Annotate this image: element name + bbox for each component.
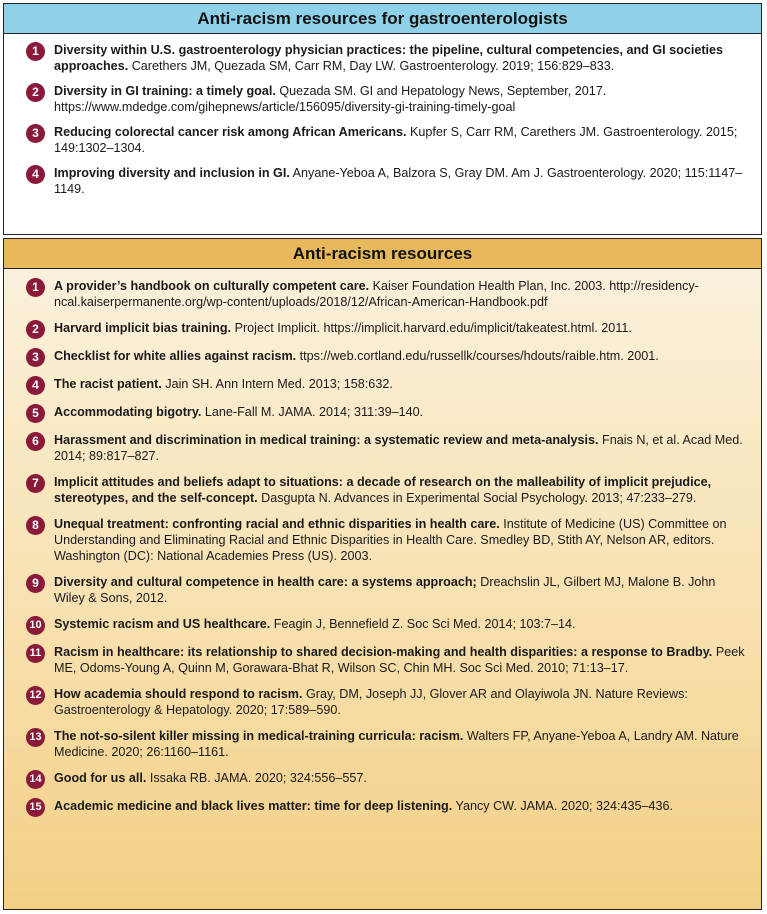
reference-title: Improving diversity and inclusion in GI. — [54, 166, 290, 180]
reference-item — [4, 474, 761, 506]
reference-item — [4, 686, 761, 718]
item-number-badge: 1 — [26, 278, 45, 297]
reference-item — [4, 42, 761, 74]
reference-citation: Yancy CW. JAMA. 2020; 324:435–436. — [455, 799, 674, 813]
reference-item — [4, 83, 761, 115]
reference-citation: Jain SH. Ann Intern Med. 2013; 158:632. — [165, 377, 393, 391]
anti-racism-resources-panel — [3, 238, 762, 910]
reference-item — [4, 574, 761, 606]
item-number-badge: 12 — [26, 686, 45, 705]
reference-title: Academic medicine and black lives matter: time for deep listening. — [54, 799, 453, 813]
reference-title: Harassment and discrimination in medical training: a systematic review and meta-analysis. — [54, 433, 599, 447]
reference-item — [4, 516, 761, 564]
reference-citation: ttps://web.cortland.edu/russellk/courses/hdouts/raible.htm. 2001. — [299, 349, 659, 363]
reference-title: Diversity within U.S. gastroenterology physician practices: the pipeline, cultural competencies, and GI societies approaches. — [54, 43, 724, 73]
reference-citation: Dreachslin JL, Gilbert MJ, Malone B. John Wiley & Sons, 2012. — [54, 575, 716, 605]
reference-citation: Kaiser Foundation Health Plan, Inc. 2003. http://residency-ncal.kaiserpermanente.org/wp-content/uploads/2018/12/African-American-Handbook.pdf — [54, 279, 699, 309]
item-number-badge: 9 — [26, 574, 45, 593]
item-number-badge: 3 — [26, 124, 45, 143]
gastro-resources-list — [4, 34, 761, 197]
reference-item — [4, 404, 761, 420]
reference-citation: Peek ME, Odoms-Young A, Quinn M, Gorawara-Bhat R, Wilson SC, Chin MH. Soc Sci Med. 2010; 71:13–17. — [54, 645, 745, 675]
reference-item — [4, 320, 761, 336]
reference-citation: Carethers JM, Quezada SM, Carr RM, Day LW. Gastroenterology. 2019; 156:829–833. — [131, 59, 615, 73]
anti-racism-resources-title: Anti-racism resources — [4, 239, 761, 269]
reference-citation: Issaka RB. JAMA. 2020; 324:556–557. — [149, 771, 367, 785]
reference-title: How academia should respond to racism. — [54, 687, 303, 701]
item-number-badge: 7 — [26, 474, 45, 493]
reference-title: Checklist for white allies against racism. — [54, 349, 297, 363]
reference-title: Diversity in GI training: a timely goal. — [54, 84, 276, 98]
reference-item — [4, 278, 761, 310]
item-number-badge: 2 — [26, 320, 45, 339]
reference-item — [4, 616, 761, 632]
item-number-badge: 15 — [26, 798, 45, 817]
reference-item — [4, 770, 761, 786]
reference-item — [4, 798, 761, 814]
item-number-badge: 4 — [26, 165, 45, 184]
reference-title: Unequal treatment: confronting racial and ethnic disparities in health care. — [54, 517, 500, 531]
reference-item — [4, 728, 761, 760]
gastro-resources-title: Anti-racism resources for gastroenterologists — [4, 4, 761, 34]
reference-title: The not-so-silent killer missing in medical-training curricula: racism. — [54, 729, 464, 743]
reference-item — [4, 165, 761, 197]
item-number-badge: 5 — [26, 404, 45, 423]
item-number-badge: 14 — [26, 770, 45, 789]
reference-title: The racist patient. — [54, 377, 162, 391]
reference-title: Systemic racism and US healthcare. — [54, 617, 271, 631]
reference-citation: Kupfer S, Carr RM, Carethers JM. Gastroenterology. 2015; 149:1302–1304. — [54, 125, 738, 155]
reference-item — [4, 124, 761, 156]
reference-item — [4, 376, 761, 392]
item-number-badge: 6 — [26, 432, 45, 451]
reference-citation: Walters FP, Anyane-Yeboa A, Landry AM. Nature Medicine. 2020; 26:1160–1161. — [54, 729, 739, 759]
reference-citation: Gray, DM, Joseph JJ, Glover AR and Olayiwola JN. Nature Reviews: Gastroenterology & Hepatology. 2020; 17:589–590. — [54, 687, 688, 717]
reference-title: Diversity and cultural competence in health care: a systems approach; — [54, 575, 477, 589]
item-number-badge: 1 — [26, 42, 45, 61]
reference-citation: Anyane-Yeboa A, Balzora S, Gray DM. Am J. Gastroenterology. 2020; 115:1147–1149. — [54, 166, 743, 196]
item-number-badge: 13 — [26, 728, 45, 747]
reference-title: Racism in healthcare: its relationship to shared decision-making and health disparities: a response to Bradby. — [54, 645, 713, 659]
reference-title: Harvard implicit bias training. — [54, 321, 232, 335]
reference-citation: Fnais N, et al. Acad Med. 2014; 89:817–827. — [54, 433, 743, 463]
reference-title: Accommodating bigotry. — [54, 405, 202, 419]
reference-citation: Lane-Fall M. JAMA. 2014; 311:39–140. — [204, 405, 424, 419]
reference-citation: Institute of Medicine (US) Committee on Understanding and Eliminating Racial and Ethnic Disparities in Health Care. Smedley BD, Stith AY, Nelson AR, editors. Washington (DC): National Academies Press (US). 2003. — [54, 517, 727, 563]
reference-citation: Quezada SM. GI and Hepatology News, September, 2017. https://www.mdedge.com/gihepnews/article/156095/diversity-gi-training-timely-goal — [54, 84, 607, 114]
gastro-resources-panel — [3, 3, 762, 235]
reference-title: A provider’s handbook on culturally competent care. — [54, 279, 370, 293]
reference-title: Implicit attitudes and beliefs adapt to situations: a decade of research on the malleability of implicit prejudice, stereotypes, and the self-concept. — [54, 475, 712, 505]
item-number-badge: 10 — [26, 616, 45, 635]
item-number-badge: 8 — [26, 516, 45, 535]
reference-citation: Dasgupta N. Advances in Experimental Social Psychology. 2013; 47:233–279. — [261, 491, 697, 505]
item-number-badge: 2 — [26, 83, 45, 102]
reference-citation: Feagin J, Bennefield Z. Soc Sci Med. 2014; 103:7–14. — [273, 617, 576, 631]
reference-item — [4, 432, 761, 464]
item-number-badge: 11 — [26, 644, 45, 663]
anti-racism-resources-list — [4, 269, 761, 814]
reference-citation: Project Implicit. https://implicit.harvard.edu/implicit/takeatest.html. 2011. — [234, 321, 632, 335]
reference-title: Good for us all. — [54, 771, 147, 785]
reference-item — [4, 644, 761, 676]
item-number-badge: 4 — [26, 376, 45, 395]
reference-item — [4, 348, 761, 364]
reference-title: Reducing colorectal cancer risk among African Americans. — [54, 125, 407, 139]
item-number-badge: 3 — [26, 348, 45, 367]
